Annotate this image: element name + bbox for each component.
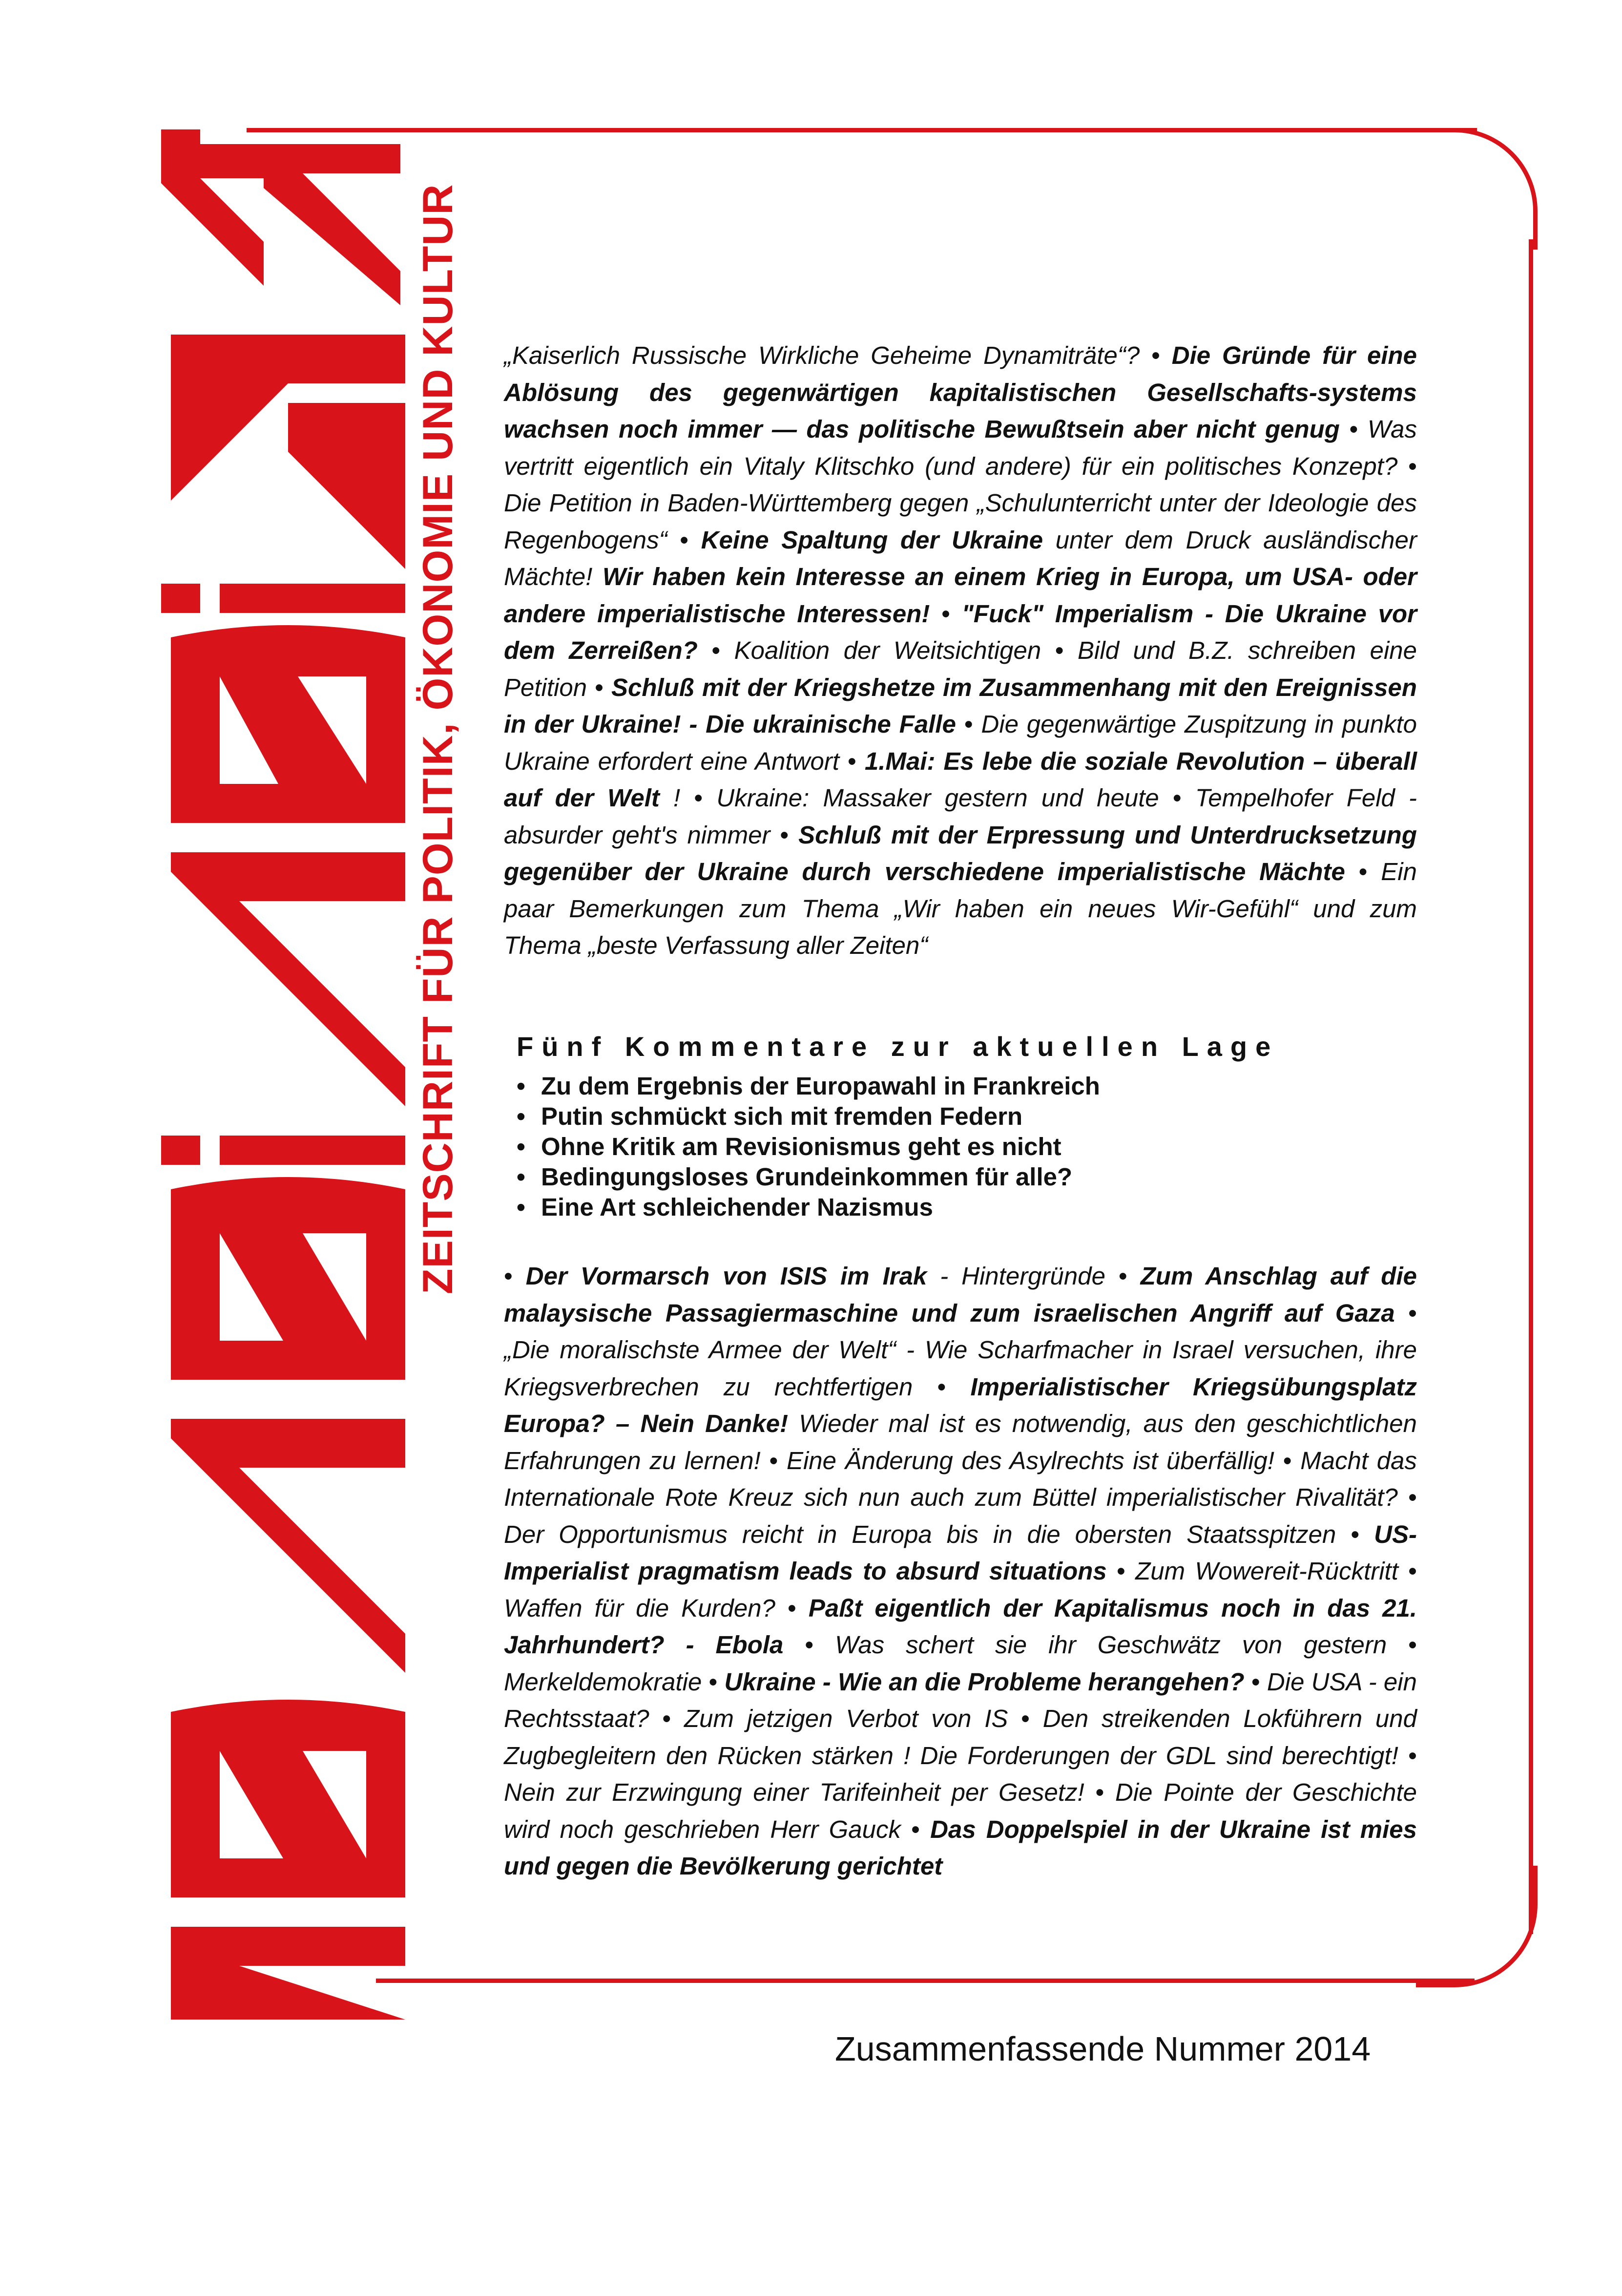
bullet-separator: • [1408, 1299, 1417, 1327]
kommentar-item [517, 1162, 1100, 1192]
kommentar-item [517, 1132, 1100, 1162]
article-title: Merkeldemokratie [504, 1667, 709, 1696]
article-title: 1.Mai: Es lebe die soziale Revolution – überall auf der Welt [504, 747, 1417, 812]
kommentar-title: Eine Art schleichender Nazismus [541, 1193, 934, 1221]
article-title: Der Vormarsch von ISIS im Irak [525, 1262, 940, 1290]
bullet-separator: • [1151, 341, 1172, 369]
article-title: Ukraine: Massaker gestern und heute [716, 784, 1173, 812]
bullet-separator: • [1117, 1557, 1136, 1585]
article-title: Die Gründe für eine Ablösung des gegenwärtigen kapitalistischen Gesellschafts-systems wachsen noch immer — das politische Bewußtsein aber nicht genug [504, 341, 1417, 443]
bullet-separator: • [1358, 858, 1381, 885]
article-title: Ukraine - Wie an die Probleme herangehen? [724, 1667, 1251, 1696]
frame-top-line [247, 128, 1477, 132]
bullet-separator: • [1251, 1667, 1267, 1696]
article-title: Bild und B.Z. schreiben eine Petition [504, 636, 1417, 701]
article-title: Zum Anschlag auf die malaysische Passagiermaschine und zum israelischen Angriff auf Gaza [504, 1262, 1417, 1327]
bottom-article-list [504, 1258, 1417, 1885]
bullet-separator: • [1408, 1741, 1417, 1769]
bullet-separator: • [711, 636, 734, 664]
bullet-separator: • [1408, 1631, 1417, 1659]
article-title: Koalition der Weitsichtigen [734, 636, 1055, 664]
frame-right-line [1529, 239, 1533, 1934]
bullet-separator: • [941, 599, 962, 628]
bullet-separator: • [937, 1372, 971, 1401]
article-title: Waffen für die Kurden? [504, 1594, 788, 1622]
article-title: Keine Spaltung der Ukraine [701, 526, 1056, 554]
article-title: unter dem Druck ausländischer Mächte! [504, 526, 1417, 590]
bullet-separator: • [1118, 1262, 1141, 1290]
bullet-icon: • [517, 1193, 525, 1221]
article-title: Den streikenden Lokführern und Zugbegleitern den Rücken stärken ! Die Forderungen der GDL sind berechtigt! [504, 1705, 1417, 1769]
frame-bottom-line [376, 1979, 1475, 1983]
article-title: Das Doppelspiel in der Ukraine ist mies und gegen die Bevölkerung gerichtet [504, 1815, 1417, 1880]
article-title: Imperialistischer Kriegsübungsplatz Europa? – Nein Danke! [504, 1372, 1417, 1437]
article-title: „Die moralischste Armee der Welt“ - Wie Scharfmacher in Israel versuchen, ihre Kriegsverbrechen zu rechtfertigen [504, 1336, 1417, 1401]
article-title: Zum jetzigen Verbot von IS [684, 1705, 1021, 1732]
bullet-icon: • [517, 1072, 525, 1100]
article-title: Wieder mal ist es notwendig, aus den geschichtlichen Erfahrungen zu lernen! [504, 1410, 1417, 1474]
bullet-separator: • [1055, 636, 1078, 664]
top-article-list [504, 337, 1417, 964]
article-title: Was vertritt eigentlich ein Vitaly Klitschko (und andere) für ein politisches Konzept? [504, 415, 1417, 480]
article-title: - Hintergründe [940, 1262, 1119, 1290]
bullet-icon: • [517, 1163, 525, 1191]
kommentar-title: Ohne Kritik am Revisionismus geht es nicht [541, 1133, 1061, 1160]
bullet-separator: • [805, 1631, 835, 1659]
bullet-separator: • [1021, 1705, 1043, 1732]
bullet-separator: • [911, 1815, 931, 1843]
issue-label: Zusammenfassende Nummer 2014 [835, 2030, 1371, 2068]
article-title: Ein paar Bemerkungen zum Thema „Wir haben ein neues Wir-Gefühl“ und zum Thema „beste Verfassung aller Zeiten“ [504, 858, 1417, 959]
bullet-separator: • [1408, 452, 1417, 480]
article-title: „Kaiserlich Russische Wirkliche Geheime Dynamiträte“? [504, 341, 1152, 369]
kommentar-title: Putin schmückt sich mit fremden Federn [541, 1102, 1023, 1130]
article-title: Paßt eigentlich der Kapitalismus noch in das 21. Jahrhundert? - Ebola [504, 1594, 1417, 1659]
bullet-separator: • [1172, 784, 1195, 812]
article-title: Die Pointe der Geschichte wird noch geschrieben Herr Gauck [504, 1778, 1417, 1843]
bullet-separator: • [1408, 1483, 1417, 1511]
neue-einheit-logo [142, 129, 415, 2020]
bullet-separator: • [680, 526, 701, 554]
kommentar-item [517, 1192, 1100, 1222]
article-title: Schluß mit der Erpressung und Unterdrucksetzung gegenüber der Ukraine durch verschiedene imperialistische Mächte [504, 821, 1417, 885]
bullet-separator: • [964, 710, 981, 738]
bullet-separator: • [1351, 1520, 1374, 1548]
article-title: Wir haben kein Interesse an einem Krieg in Europa, um USA- oder andere imperialistische Interessen! [504, 563, 1417, 628]
bullet-separator: • [1408, 1557, 1417, 1585]
kommentar-item [517, 1071, 1100, 1101]
bullet-separator: • [708, 1667, 725, 1696]
bullet-separator: • [769, 1446, 787, 1474]
kommentare-list [517, 1071, 1100, 1222]
article-title: "Fuck" Imperialism - Die Ukraine vor dem Zerreißen? [504, 599, 1417, 664]
bullet-separator: • [694, 784, 717, 812]
article-title: Schluß mit der Kriegshetze im Zusammenhang mit den Ereignissen in der Ukraine! - Die ukrainische Falle [504, 673, 1417, 738]
article-title: Die gegenwärtige Zuspitzung in punkto Ukraine erfordert eine Antwort [504, 710, 1417, 775]
frame-top-right-corner [1416, 128, 1538, 250]
article-title: Eine Änderung des Asylrechts ist überfällig! [786, 1446, 1283, 1474]
article-title: Zum Wowereit-Rücktritt [1135, 1557, 1409, 1585]
bullet-icon: • [517, 1102, 525, 1130]
article-title: Nein zur Erzwingung einer Tarifeinheit per Gesetz! [504, 1778, 1096, 1806]
bullet-separator: • [780, 821, 799, 849]
article-title: Die USA - ein Rechtsstaat? [504, 1667, 1417, 1732]
frame-bottom-right-corner [1416, 1866, 1538, 1987]
kommentar-title: Zu dem Ergebnis der Europawahl in Frankreich [541, 1072, 1100, 1100]
bullet-separator: • [1095, 1778, 1115, 1806]
article-title: Was schert sie ihr Geschwätz von gestern [835, 1631, 1409, 1659]
article-title: Der Opportunismus reicht in Europa bis in die obersten Staatsspitzen [504, 1520, 1351, 1548]
magazine-subtitle: ZEITSCHRIFT FÜR POLITIK, ÖKONOMIE UND KULTUR [415, 184, 461, 1294]
article-title: Die Petition in Baden-Württemberg gegen „Schulunterricht unter der Ideologie des Regenbogens“ [504, 489, 1417, 554]
article-title: Tempelhofer Feld - absurder geht's nimmer [504, 784, 1417, 849]
kommentare-heading: Fünf Kommentare zur aktuellen Lage [517, 1031, 1279, 1062]
bullet-separator: • [1349, 415, 1368, 443]
article-title: ! [673, 784, 694, 812]
article-title: Macht das Internationale Rote Kreuz sich nun auch zum Büttel imperialistischer Rivalität? [504, 1446, 1417, 1511]
bullet-separator: • [504, 1262, 526, 1290]
bullet-separator: • [662, 1705, 684, 1732]
kommentar-item [517, 1101, 1100, 1132]
bullet-separator: • [787, 1594, 809, 1622]
article-title: US-Imperialist pragmatism leads to absurd situations [504, 1520, 1417, 1585]
bullet-icon: • [517, 1133, 525, 1160]
bullet-separator: • [848, 747, 865, 775]
kommentar-title: Bedingungsloses Grundeinkommen für alle? [541, 1163, 1073, 1191]
bullet-separator: • [1283, 1446, 1301, 1474]
bullet-separator: • [595, 673, 612, 701]
